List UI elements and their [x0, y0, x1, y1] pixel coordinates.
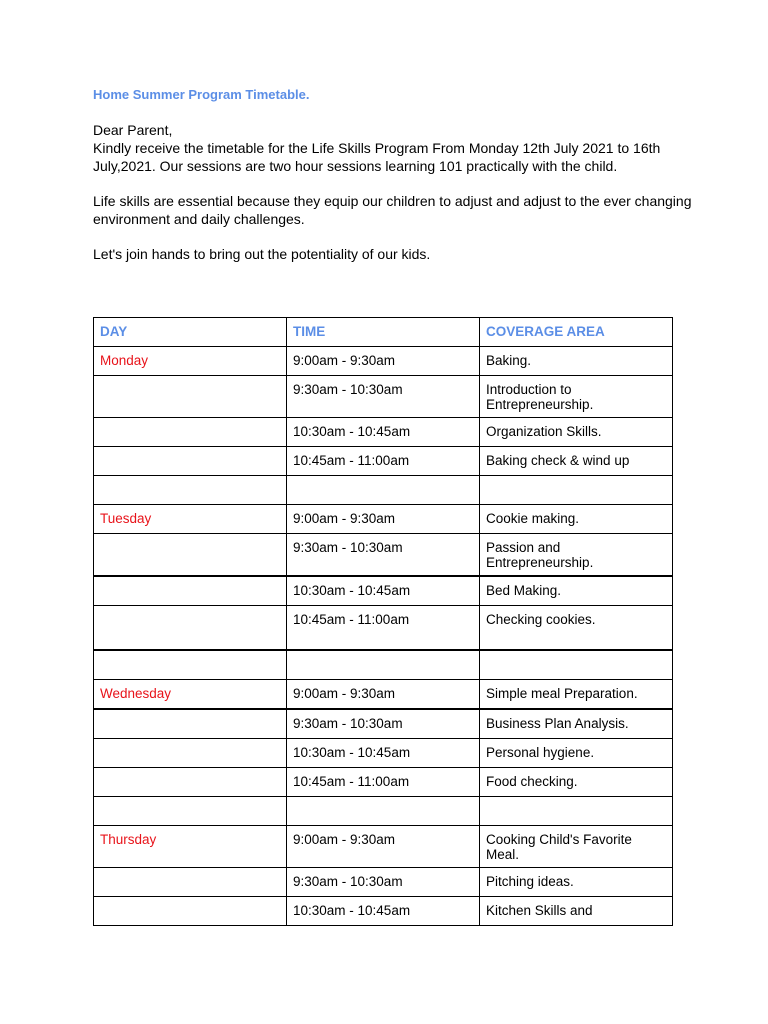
day-cell: [94, 797, 287, 826]
time-cell: 10:30am - 10:45am: [287, 739, 480, 768]
time-cell: 10:30am - 10:45am: [287, 897, 480, 926]
document-title: Home Summer Program Timetable.: [93, 87, 310, 102]
coverage-cell: Introduction to Entrepreneurship.: [480, 376, 673, 418]
coverage-cell: Business Plan Analysis.: [480, 709, 673, 739]
day-cell: Monday: [94, 347, 287, 376]
time-cell: 10:30am - 10:45am: [287, 418, 480, 447]
day-cell: [94, 576, 287, 606]
time-cell: [287, 650, 480, 680]
day-cell: [94, 418, 287, 447]
table-row: [94, 347, 673, 376]
day-cell: [94, 709, 287, 739]
table-row: [94, 868, 673, 897]
coverage-cell: Kitchen Skills and: [480, 897, 673, 926]
table-row: [94, 376, 673, 418]
day-cell: [94, 739, 287, 768]
coverage-cell: Simple meal Preparation.: [480, 680, 673, 710]
day-cell: [94, 650, 287, 680]
day-cell: [94, 606, 287, 651]
coverage-cell: Food checking.: [480, 768, 673, 797]
time-cell: 9:30am - 10:30am: [287, 709, 480, 739]
header-time: TIME: [287, 318, 480, 347]
coverage-cell: Baking check & wind up: [480, 447, 673, 476]
coverage-cell: Organization Skills.: [480, 418, 673, 447]
time-cell: 10:30am - 10:45am: [287, 576, 480, 606]
table-row: [94, 768, 673, 797]
time-cell: 10:45am - 11:00am: [287, 606, 480, 651]
table-row: [94, 826, 673, 868]
time-cell: 10:45am - 11:00am: [287, 768, 480, 797]
time-cell: 9:00am - 9:30am: [287, 505, 480, 534]
coverage-cell: Bed Making.: [480, 576, 673, 606]
table-row: [94, 418, 673, 447]
table-row-spacer: [94, 797, 673, 826]
day-cell: [94, 476, 287, 505]
intro-paragraph: Kindly receive the timetable for the Life Skills Program From Monday 12th July 2021 to 16th July,2021. Our sessions are two hour sessions learning 101 practically with the child.: [93, 140, 661, 174]
table-row-spacer: [94, 650, 673, 680]
day-cell: Thursday: [94, 826, 287, 868]
coverage-cell: Baking.: [480, 347, 673, 376]
day-cell: [94, 447, 287, 476]
timetable: [93, 317, 673, 926]
table-row: [94, 606, 673, 651]
coverage-cell: Cooking Child's Favorite Meal.: [480, 826, 673, 868]
table-row: [94, 680, 673, 710]
table-row: [94, 505, 673, 534]
day-cell: Wednesday: [94, 680, 287, 710]
time-cell: 9:30am - 10:30am: [287, 534, 480, 577]
letter-body: [93, 121, 693, 263]
life-skills-paragraph: Life skills are essential because they equip our children to adjust and adjust to the ever changing environment and daily challenges.: [93, 193, 692, 227]
time-cell: 9:30am - 10:30am: [287, 868, 480, 897]
header-day: DAY: [94, 318, 287, 347]
table-row: [94, 897, 673, 926]
header-coverage-area: COVERAGE AREA: [480, 318, 673, 347]
table-header-row: [94, 318, 673, 347]
coverage-cell: Passion and Entrepreneurship.: [480, 534, 673, 577]
coverage-cell: [480, 650, 673, 680]
table-row: [94, 709, 673, 739]
coverage-cell: Pitching ideas.: [480, 868, 673, 897]
table-row-spacer: [94, 476, 673, 505]
table-row: [94, 534, 673, 577]
coverage-cell: Checking cookies.: [480, 606, 673, 651]
day-cell: Tuesday: [94, 505, 287, 534]
table-row: [94, 739, 673, 768]
time-cell: [287, 476, 480, 505]
day-cell: [94, 897, 287, 926]
coverage-cell: [480, 476, 673, 505]
table-row: [94, 447, 673, 476]
day-cell: [94, 534, 287, 577]
time-cell: 9:00am - 9:30am: [287, 826, 480, 868]
time-cell: 9:00am - 9:30am: [287, 347, 480, 376]
coverage-cell: Personal hygiene.: [480, 739, 673, 768]
day-cell: [94, 868, 287, 897]
day-cell: [94, 768, 287, 797]
time-cell: 10:45am - 11:00am: [287, 447, 480, 476]
salutation: Dear Parent,: [93, 122, 173, 138]
table-row: [94, 576, 673, 606]
closing-paragraph: Let's join hands to bring out the potentiality of our kids.: [93, 246, 431, 262]
time-cell: 9:00am - 9:30am: [287, 680, 480, 710]
time-cell: [287, 797, 480, 826]
time-cell: 9:30am - 10:30am: [287, 376, 480, 418]
day-cell: [94, 376, 287, 418]
coverage-cell: Cookie making.: [480, 505, 673, 534]
coverage-cell: [480, 797, 673, 826]
